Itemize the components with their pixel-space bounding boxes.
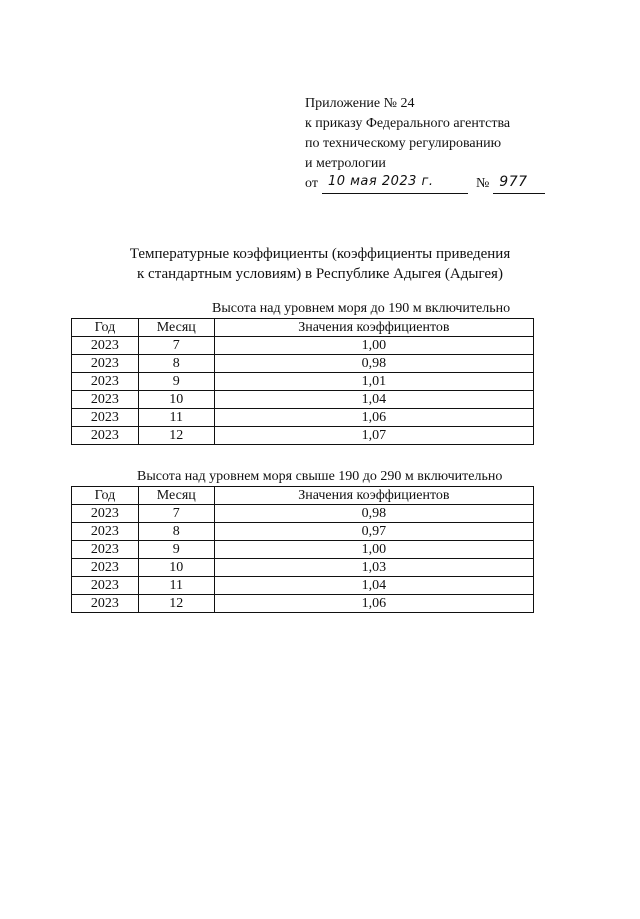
header-year: Год bbox=[72, 487, 139, 505]
appendix-agency-line: по техническому регулированию bbox=[305, 136, 502, 151]
coefficients-table-1 bbox=[71, 318, 534, 445]
date-prefix: от bbox=[305, 176, 318, 191]
appendix-agency-line-2: и метрологии bbox=[305, 156, 386, 171]
appendix-order-line: к приказу Федерального агентства bbox=[305, 116, 511, 131]
header-value: Значения коэффициентов bbox=[214, 319, 533, 337]
cell-year: 2023 bbox=[72, 595, 139, 613]
table-row bbox=[72, 337, 534, 355]
table-row bbox=[72, 541, 534, 559]
date-blank bbox=[322, 175, 468, 194]
cell-year: 2023 bbox=[72, 541, 139, 559]
cell-year: 2023 bbox=[72, 505, 139, 523]
cell-value: 1,07 bbox=[214, 427, 533, 445]
table2-title: Высота над уровнем моря свыше 190 до 290 м включительно bbox=[137, 469, 503, 484]
table-row bbox=[72, 505, 534, 523]
cell-month: 12 bbox=[138, 427, 214, 445]
cell-value: 1,01 bbox=[214, 373, 533, 391]
cell-month: 7 bbox=[138, 505, 214, 523]
cell-month: 11 bbox=[138, 577, 214, 595]
cell-value: 1,00 bbox=[214, 541, 533, 559]
header-year: Год bbox=[72, 319, 139, 337]
table-header-row bbox=[72, 487, 534, 505]
table-row bbox=[72, 577, 534, 595]
table-row bbox=[72, 595, 534, 613]
table-row bbox=[72, 355, 534, 373]
header-month: Месяц bbox=[138, 319, 214, 337]
heading-line-2: к стандартным условиям) в Республике Адыгея (Адыгея) bbox=[137, 266, 503, 282]
table-row bbox=[72, 409, 534, 427]
cell-year: 2023 bbox=[72, 523, 139, 541]
coefficients-table-2 bbox=[71, 486, 534, 613]
cell-year: 2023 bbox=[72, 409, 139, 427]
cell-month: 7 bbox=[138, 337, 214, 355]
cell-value: 1,06 bbox=[214, 595, 533, 613]
cell-month: 8 bbox=[138, 523, 214, 541]
handwritten-number: 977 bbox=[499, 174, 528, 190]
table-row bbox=[72, 427, 534, 445]
number-prefix: № bbox=[475, 176, 490, 191]
table1-title: Высота над уровнем моря до 190 м включительно bbox=[212, 301, 511, 316]
cell-value: 1,03 bbox=[214, 559, 533, 577]
order-date-line bbox=[305, 174, 545, 194]
cell-year: 2023 bbox=[72, 391, 139, 409]
cell-month: 9 bbox=[138, 541, 214, 559]
cell-value: 1,04 bbox=[214, 391, 533, 409]
table-row bbox=[72, 559, 534, 577]
cell-value: 1,06 bbox=[214, 409, 533, 427]
cell-month: 9 bbox=[138, 373, 214, 391]
heading-line-1: Температурные коэффициенты (коэффициенты приведения bbox=[129, 246, 511, 262]
cell-year: 2023 bbox=[72, 355, 139, 373]
table-row bbox=[72, 373, 534, 391]
cell-value: 0,98 bbox=[214, 355, 533, 373]
cell-value: 0,98 bbox=[214, 505, 533, 523]
table-header-row bbox=[72, 319, 534, 337]
cell-year: 2023 bbox=[72, 337, 139, 355]
header-month: Месяц bbox=[138, 487, 214, 505]
cell-month: 12 bbox=[138, 595, 214, 613]
handwritten-date: 10 мая 2023 г. bbox=[327, 174, 434, 189]
cell-value: 1,04 bbox=[214, 577, 533, 595]
cell-value: 1,00 bbox=[214, 337, 533, 355]
cell-month: 10 bbox=[138, 559, 214, 577]
cell-year: 2023 bbox=[72, 559, 139, 577]
table-row bbox=[72, 523, 534, 541]
cell-year: 2023 bbox=[72, 373, 139, 391]
appendix-block bbox=[305, 94, 545, 194]
document-heading bbox=[0, 244, 640, 284]
header-value: Значения коэффициентов bbox=[214, 487, 533, 505]
cell-month: 8 bbox=[138, 355, 214, 373]
cell-year: 2023 bbox=[72, 577, 139, 595]
cell-month: 11 bbox=[138, 409, 214, 427]
appendix-title: Приложение № 24 bbox=[305, 96, 415, 111]
cell-month: 10 bbox=[138, 391, 214, 409]
cell-year: 2023 bbox=[72, 427, 139, 445]
cell-value: 0,97 bbox=[214, 523, 533, 541]
table-row bbox=[72, 391, 534, 409]
number-blank bbox=[493, 175, 545, 194]
